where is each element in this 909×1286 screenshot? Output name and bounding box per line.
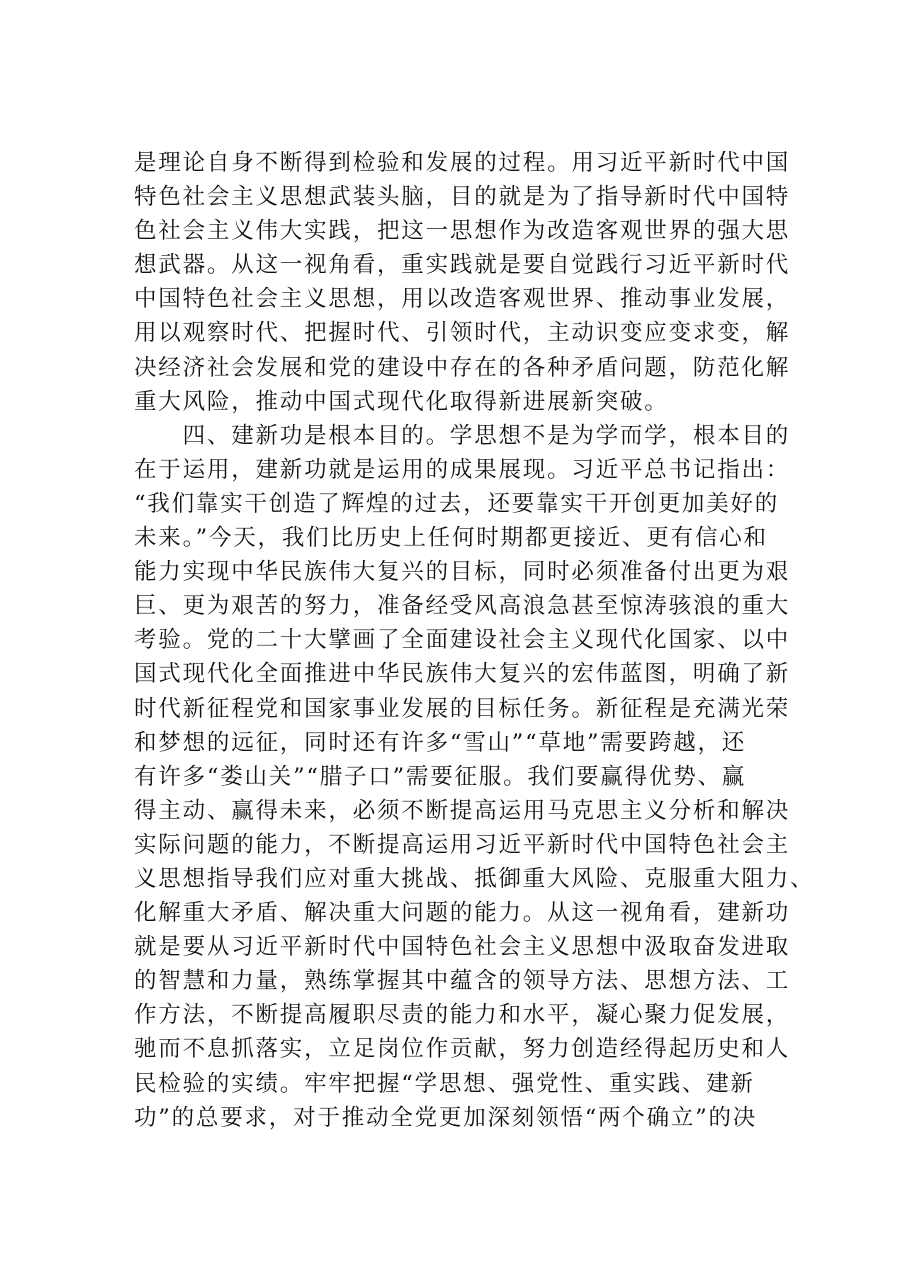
text-line: 巨、更为艰苦的努力，准备经受风高浪急甚至惊涛骇浪的重大 <box>134 593 791 620</box>
text-line: 四、建新功是根本目的。学思想不是为学而学，根本目的 <box>134 422 791 449</box>
text-line: 决经济社会发展和党的建设中存在的各种矛盾问题，防范化解 <box>134 354 791 381</box>
text-line: 得主动、赢得未来，必须不断提高运用马克思主义分析和解决 <box>134 797 791 824</box>
text-line: 特色社会主义思想武装头脑，目的就是为了指导新时代中国特 <box>134 184 791 211</box>
text-line: 重大风险，推动中国式现代化取得新进展新突破。 <box>134 388 669 415</box>
text-line: 和梦想的远征，同时还有许多“雪山”“草地”需要跨越，还 <box>134 729 747 756</box>
text-line: 就是要从习近平新时代中国特色社会主义思想中汲取奋发进取 <box>134 934 791 961</box>
text-line: 想武器。从这一视角看，重实践就是要自觉践行习近平新时代 <box>134 252 791 279</box>
body-text <box>134 146 814 1135</box>
text-line: 用以观察时代、把握时代、引领时代，主动识变应变求变，解 <box>134 320 791 347</box>
text-line: 驰而不息抓落实，立足岗位作贡献，努力创造经得起历史和人 <box>134 1036 791 1063</box>
text-line: 考验。党的二十大擘画了全面建设社会主义现代化国家、以中 <box>134 627 791 654</box>
text-line: 在于运用，建新功就是运用的成果展现。习近平总书记指出： <box>134 456 791 483</box>
text-line: 能力实现中华民族伟大复兴的目标，同时必须准备付出更为艰 <box>134 559 791 586</box>
text-line: 的智慧和力量，熟练掌握其中蕴含的领导方法、思想方法、工 <box>134 968 791 995</box>
text-line: 是理论自身不断得到检验和发展的过程。用习近平新时代中国 <box>134 150 791 176</box>
text-line: “我们靠实干创造了辉煌的过去，还要靠实干开创更加美好的 <box>134 490 780 517</box>
text-line: 义思想指导我们应对重大挑战、抵御重大风险、克服重大阻力、 <box>134 865 815 892</box>
text-line: 民检验的实绩。牢牢把握“学思想、强党性、重实践、建新 <box>134 1070 755 1097</box>
text-line: 化解重大矛盾、解决重大问题的能力。从这一视角看，建新功 <box>134 900 791 927</box>
text-line: 功”的总要求，对于推动全党更加深刻领悟“两个确立”的决 <box>134 1104 758 1131</box>
text-line: 国式现代化全面推进中华民族伟大复兴的宏伟蓝图，明确了新 <box>134 661 791 688</box>
text-line: 作方法，不断提高履职尽责的能力和水平，凝心聚力促发展， <box>134 1002 791 1029</box>
text-line: 有许多“娄山关”“腊子口”需要征服。我们要赢得优势、赢 <box>134 763 747 790</box>
text-line: 实际问题的能力，不断提高运用习近平新时代中国特色社会主 <box>134 831 791 858</box>
text-line: 色社会主义伟大实践，把这一思想作为改造客观世界的强大思 <box>134 218 791 245</box>
text-line: 中国特色社会主义思想，用以改造客观世界、推动事业发展， <box>134 286 791 313</box>
text-line: 未来。”今天，我们比历史上任何时期都更接近、更有信心和 <box>134 525 768 552</box>
text-line: 时代新征程党和国家事业发展的目标任务。新征程是充满光荣 <box>134 695 791 722</box>
